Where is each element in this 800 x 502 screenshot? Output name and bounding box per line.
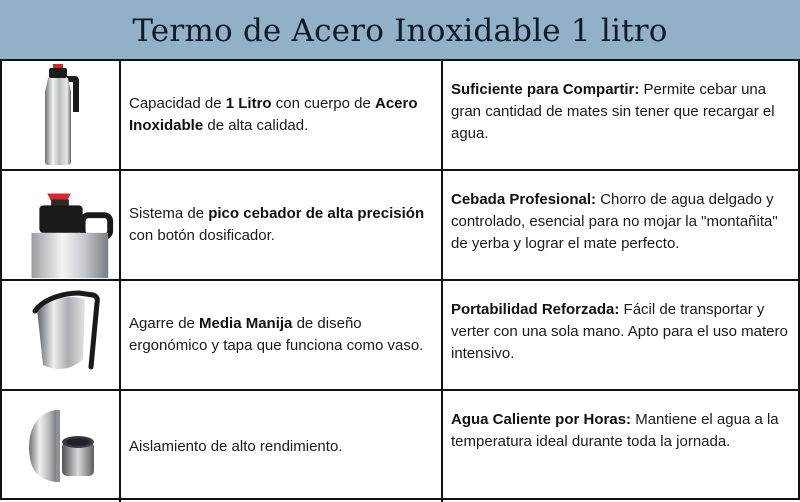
benefit-desc: Chorro de agua delgado y controlado, esencial para no mojar la "montañita" de yerba y lograr el mate perfecto.: [451, 191, 778, 252]
pour-spout-icon: [2, 171, 119, 279]
feature-bold-run: Media Manija: [199, 315, 293, 332]
feature-run: Aislamiento de alto rendimiento.: [129, 437, 343, 455]
benefit-title: Suficiente para Compartir:: [451, 81, 640, 98]
benefit-desc: Permite cebar una gran cantidad de mates sin tener que recargar el agua.: [451, 81, 775, 142]
benefit-text: [451, 189, 794, 255]
feature-text: [129, 93, 433, 137]
feature-text: [129, 436, 342, 458]
benefit-title: Cebada Profesional:: [451, 191, 597, 208]
feature-bold-run: 1 Litro: [225, 95, 272, 112]
benefit-desc: Mantiene el agua a la temperatura ideal durante toda la jornada.: [451, 411, 779, 450]
row-1-benefit: [443, 61, 800, 171]
row-3-feature: [121, 281, 443, 391]
benefit-text: [451, 299, 794, 365]
features-table: [0, 59, 800, 500]
feature-run: con cuerpo de: [271, 95, 375, 112]
benefit-text: [451, 409, 794, 453]
row-2-benefit: [443, 171, 800, 281]
row-4-feature: [121, 391, 443, 502]
feature-run: Agarre de: [129, 315, 200, 332]
feature-run: con botón dosificador.: [129, 227, 275, 244]
header-banner: [0, 0, 800, 59]
insulation-cutaway-icon: [16, 402, 106, 492]
feature-run: Capacidad de: [129, 95, 226, 112]
feature-text: [129, 203, 433, 247]
feature-run: Sistema de: [129, 205, 209, 222]
feature-text: [129, 313, 433, 357]
benefit-desc: Fácil de transportar y verter con una sola mano. Apto para el uso matero intensivo.: [451, 301, 788, 362]
row-3-image: [2, 281, 121, 391]
row-4-benefit: [443, 391, 800, 502]
benefit-title: Portabilidad Reforzada:: [451, 301, 620, 318]
row-1-feature: [121, 61, 443, 171]
benefit-text: [451, 79, 794, 145]
row-2-feature: [121, 171, 443, 281]
feature-bold-run: Acero Inoxidable: [129, 95, 418, 134]
row-1-image: [2, 61, 121, 171]
feature-run: de alta calidad.: [203, 117, 309, 134]
feature-bold-run: pico cebador de alta precisión: [208, 205, 425, 222]
benefit-title: Agua Caliente por Horas:: [451, 411, 632, 428]
row-3-benefit: [443, 281, 800, 391]
half-handle-icon: [21, 287, 101, 383]
thermos-full-icon: [31, 62, 91, 168]
row-4-image: [2, 391, 121, 502]
page-title: Termo de Acero Inoxidable 1 litro: [132, 12, 668, 49]
row-2-image: [2, 171, 121, 281]
feature-run: de diseño ergonómico y tapa que funciona como vaso.: [129, 315, 424, 354]
